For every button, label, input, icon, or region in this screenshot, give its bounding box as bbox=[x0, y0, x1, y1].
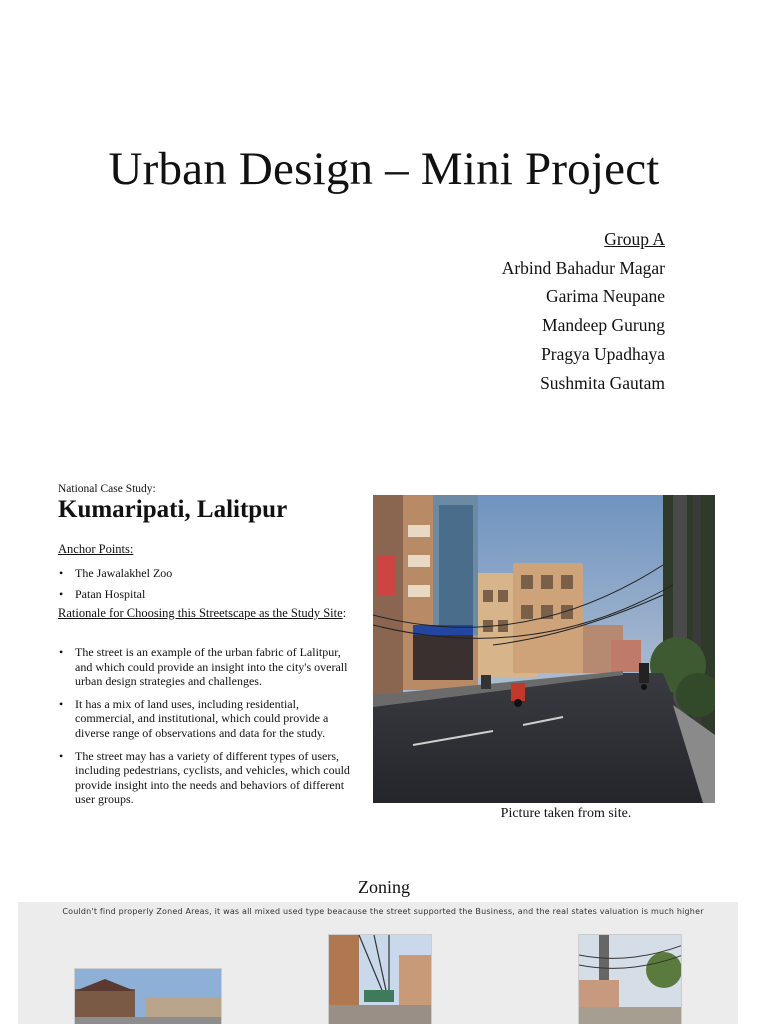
zoning-photo bbox=[74, 968, 222, 1024]
anchor-point-item: • The Jawalakhel Zoo bbox=[58, 563, 172, 584]
rationale-list bbox=[58, 645, 358, 815]
photo-caption: Picture taken from site. bbox=[500, 806, 632, 821]
page-title: Urban Design – Mini Project bbox=[108, 143, 660, 195]
rationale-item: • It has a mix of land uses, including residential, commercial, and institutional, which could provide a diverse range of observations and data for the study. bbox=[58, 697, 358, 741]
rationale-heading-text: Rationale for Choosing this Streetscape as the Study Site bbox=[58, 606, 343, 620]
group-member: Arbind Bahadur Magar bbox=[501, 257, 665, 278]
case-study-label: National Case Study: bbox=[58, 483, 156, 495]
rationale-item: • The street may has a variety of different types of users, including pedestrians, cyclists, and vehicles, which could provide insight into the needs and behaviors of different user groups. bbox=[58, 749, 358, 807]
anchor-point-item: • Patan Hospital bbox=[58, 584, 172, 605]
case-study-title: Kumaripati, Lalitpur bbox=[58, 496, 288, 523]
rationale-item: • The street is an example of the urban fabric of Lalitpur, and which could provide an insight into the city's overall urban design strategies and challenges. bbox=[58, 645, 358, 689]
zoning-photo bbox=[578, 934, 682, 1024]
anchor-points-list bbox=[58, 563, 172, 605]
anchor-points-label: Anchor Points: bbox=[58, 542, 134, 556]
street-photo bbox=[373, 495, 715, 803]
group-members bbox=[502, 225, 665, 397]
group-label: Group A bbox=[604, 229, 665, 249]
rationale-heading bbox=[58, 606, 348, 622]
group-member: Pragya Upadhaya bbox=[541, 343, 665, 364]
zoning-title: Zoning bbox=[358, 877, 410, 897]
group-member: Mandeep Gurung bbox=[542, 315, 665, 336]
group-member: Sushmita Gautam bbox=[540, 372, 665, 393]
rationale-heading-colon: : bbox=[342, 606, 347, 620]
zoning-photo bbox=[328, 934, 432, 1024]
zoning-panel bbox=[18, 902, 738, 1024]
group-member: Garima Neupane bbox=[545, 286, 665, 307]
zoning-note: Couldn't find properly Zoned Areas, it was all mixed used type beacause the street supported the Business, and the real states valuation is much higher bbox=[62, 907, 704, 916]
